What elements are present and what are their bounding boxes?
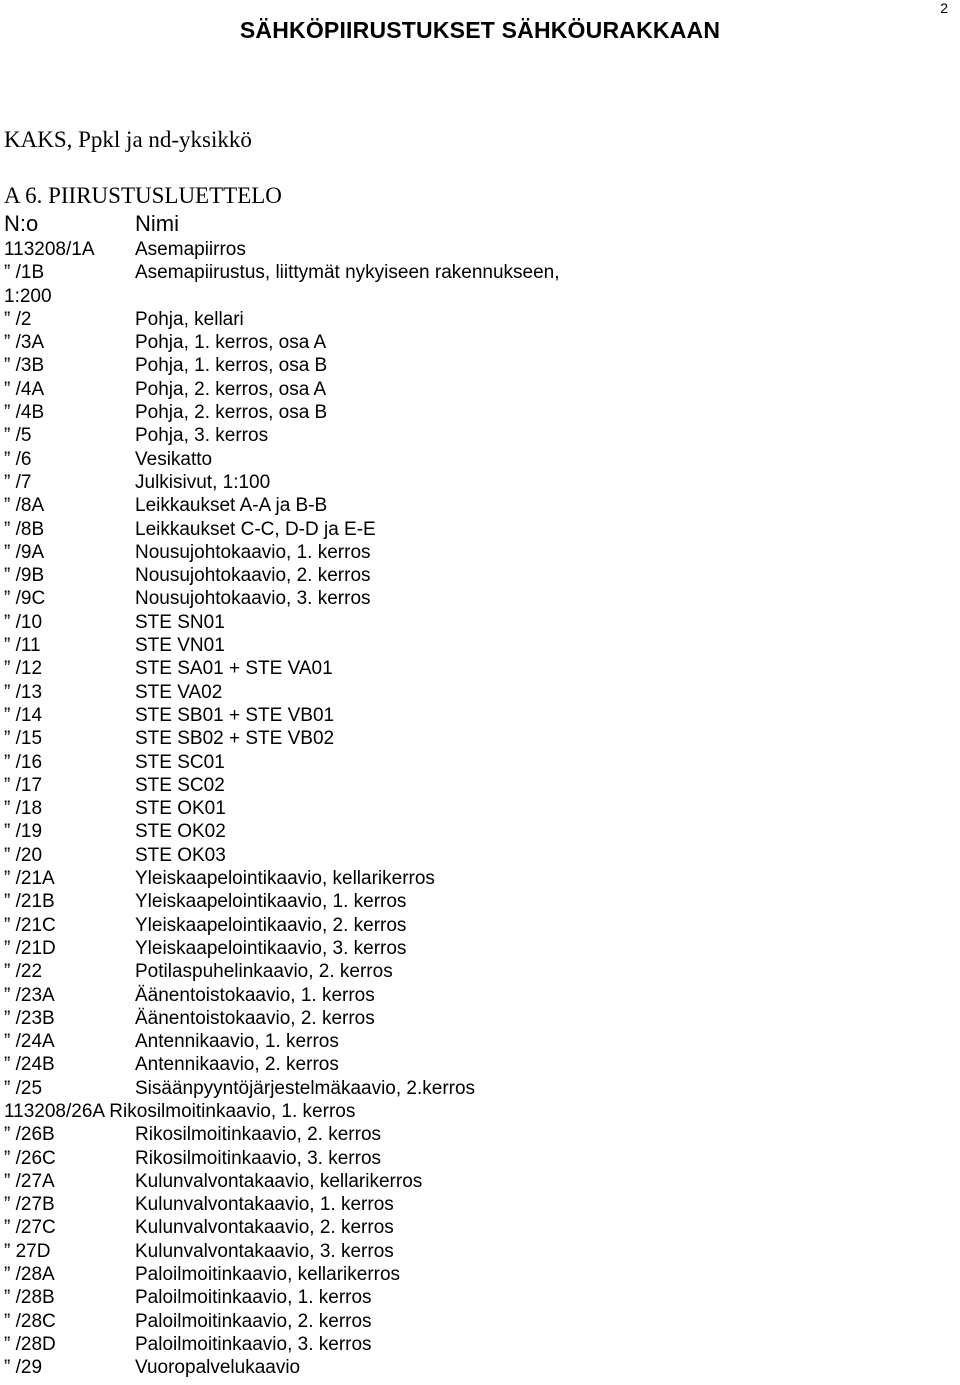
list-item [0, 331, 960, 354]
list-item-text: 1:200 [4, 285, 52, 307]
list-item [0, 611, 960, 634]
list-item [0, 704, 960, 727]
list-item [0, 1123, 960, 1146]
drawing-name: Julkisivut, 1:100 [135, 471, 271, 493]
drawing-name: STE OK01 [135, 798, 226, 820]
drawing-number: ” /12 [4, 658, 43, 680]
drawing-name: Pohja, 2. kerros, osa A [135, 378, 327, 400]
list-item [0, 1030, 960, 1053]
drawing-name: STE VA02 [135, 681, 223, 703]
drawing-name: Pohja, 2. kerros, osa B [135, 402, 328, 424]
drawing-number: ” /28B [4, 1287, 55, 1309]
list-item [0, 1263, 960, 1286]
drawing-number: ” /8A [4, 495, 45, 517]
drawing-number: ” /9A [4, 541, 45, 563]
drawing-name: STE SC01 [135, 751, 225, 773]
list-item [0, 238, 960, 261]
list-item [0, 354, 960, 377]
drawing-name: Antennikaavio, 2. kerros [135, 1054, 339, 1076]
drawing-number: ” /21B [4, 891, 55, 913]
drawing-number: ” /22 [4, 961, 43, 983]
drawing-name: STE OK03 [135, 844, 226, 866]
list-item [0, 378, 960, 401]
drawing-number: ” /19 [4, 821, 43, 843]
drawing-number: ” /26B [4, 1124, 55, 1146]
drawing-name: Asemapiirros [135, 239, 246, 260]
drawing-number: ” 27D [4, 1240, 51, 1262]
drawing-name: STE SA01 + STE VA01 [135, 658, 333, 680]
drawing-name: Vuoropalvelukaavio [135, 1357, 301, 1379]
list-item [0, 587, 960, 610]
list-item [0, 1216, 960, 1239]
drawing-name: Nousujohtokaavio, 1. kerros [135, 541, 371, 563]
list-item [0, 937, 960, 960]
drawing-number: ” /18 [4, 798, 43, 820]
drawing-number: ” /27A [4, 1170, 55, 1192]
list-item [0, 657, 960, 680]
drawing-number: ” /29 [4, 1357, 43, 1379]
list-item [0, 1077, 960, 1100]
drawing-number: ” /21D [4, 937, 56, 959]
drawing-number: ” /26C [4, 1147, 56, 1169]
drawing-name: Kulunvalvontakaavio, 3. kerros [135, 1240, 394, 1262]
list-item-text: 113208/26A Rikosilmoitinkaavio, 1. kerros [4, 1100, 356, 1122]
list-item [0, 1333, 960, 1356]
list-item [0, 1193, 960, 1216]
list-item [0, 1100, 960, 1123]
drawing-number: ” /4A [4, 378, 45, 400]
drawing-number: ” /15 [4, 728, 43, 750]
drawing-name: STE SB02 + STE VB02 [135, 728, 335, 750]
drawing-name: Sisäänpyyntöjärjestelmäkaavio, 2.kerros [135, 1077, 476, 1099]
drawing-number: ” /5 [4, 425, 32, 447]
list-item [0, 914, 960, 937]
drawing-number: ” /21C [4, 914, 56, 936]
drawing-number: ” /4B [4, 402, 45, 424]
drawing-name: Paloilmoitinkaavio, kellarikerros [135, 1264, 401, 1286]
drawing-number: ” /24A [4, 1031, 55, 1053]
drawing-name: STE OK02 [135, 821, 226, 843]
list-item [0, 518, 960, 541]
drawing-number: ” /2 [4, 308, 32, 330]
list-item [0, 727, 960, 750]
drawing-name: Leikkaukset C-C, D-D ja E-E [135, 518, 376, 540]
drawing-name: Yleiskaapelointikaavio, 3. kerros [135, 937, 407, 959]
drawing-name: Pohja, 1. kerros, osa A [135, 332, 327, 354]
list-item [0, 448, 960, 471]
list-item [0, 541, 960, 564]
page-title: SÄHKÖPIIRUSTUKSET SÄHKÖURAKKAAN [239, 17, 721, 43]
list-item [0, 285, 960, 308]
list-item [0, 1147, 960, 1170]
column-header-number: N:o [4, 211, 39, 236]
drawing-number: ” /1B [4, 262, 45, 284]
drawing-number: ” /28D [4, 1333, 56, 1355]
drawing-name: STE VN01 [135, 635, 225, 657]
section-title: A 6. PIIRUSTUSLUETTELO [4, 183, 282, 208]
list-item [0, 494, 960, 517]
drawing-name: Leikkaukset A-A ja B-B [135, 495, 328, 517]
list-item [0, 774, 960, 797]
list-item [0, 308, 960, 331]
drawing-number: ” /16 [4, 751, 43, 773]
drawing-number: ” /23A [4, 984, 55, 1006]
drawing-number: ” /17 [4, 774, 43, 796]
drawing-number: ” /28C [4, 1310, 56, 1332]
list-item [0, 867, 960, 890]
list-item [0, 564, 960, 587]
drawing-name: STE SN01 [135, 611, 225, 633]
list-item [0, 1170, 960, 1193]
drawing-name: Yleiskaapelointikaavio, 1. kerros [135, 891, 407, 913]
list-item [0, 960, 960, 983]
column-header-name: Nimi [135, 211, 179, 236]
drawing-list [0, 238, 960, 1380]
drawing-name: Nousujohtokaavio, 2. kerros [135, 565, 371, 587]
drawing-name: Antennikaavio, 1. kerros [135, 1031, 339, 1053]
drawing-number: ” /9C [4, 588, 46, 610]
list-item [0, 1053, 960, 1076]
list-item [0, 634, 960, 657]
page-number: 2 [940, 0, 948, 16]
drawing-number: ” /27B [4, 1194, 55, 1216]
drawing-number: ” /27C [4, 1217, 56, 1239]
drawing-number: ” /24B [4, 1054, 55, 1076]
drawing-name: Kulunvalvontakaavio, kellarikerros [135, 1170, 423, 1192]
list-item [0, 984, 960, 1007]
drawing-name: Pohja, 3. kerros [135, 425, 269, 447]
drawing-name: STE SB01 + STE VB01 [135, 704, 335, 726]
list-item [0, 820, 960, 843]
drawing-name: Kulunvalvontakaavio, 2. kerros [135, 1217, 394, 1239]
drawing-name: Yleiskaapelointikaavio, kellarikerros [135, 868, 435, 890]
list-item [0, 1240, 960, 1263]
drawing-name: Rikosilmoitinkaavio, 3. kerros [135, 1147, 382, 1169]
list-item [0, 1310, 960, 1333]
drawing-number: ” /11 [4, 635, 41, 657]
drawing-name: Pohja, kellari [135, 308, 244, 330]
list-item [0, 471, 960, 494]
drawing-number: ” /14 [4, 704, 43, 726]
drawing-name: Äänentoistokaavio, 1. kerros [135, 984, 375, 1006]
drawing-number: ” /20 [4, 844, 43, 866]
drawing-name: Äänentoistokaavio, 2. kerros [135, 1007, 375, 1029]
drawing-name: Rikosilmoitinkaavio, 2. kerros [135, 1124, 382, 1146]
drawing-number: ” /23B [4, 1007, 55, 1029]
drawing-name: Paloilmoitinkaavio, 2. kerros [135, 1310, 372, 1332]
drawing-number: ” /3B [4, 355, 45, 377]
drawing-number: ” /9B [4, 565, 45, 587]
drawing-number: ” /7 [4, 471, 32, 493]
list-item [0, 890, 960, 913]
list-item [0, 797, 960, 820]
drawing-name: Pohja, 1. kerros, osa B [135, 355, 328, 377]
drawing-number: ” /6 [4, 448, 32, 470]
drawing-name: Yleiskaapelointikaavio, 2. kerros [135, 914, 407, 936]
drawing-name: Potilaspuhelinkaavio, 2. kerros [135, 961, 393, 983]
drawing-name: Paloilmoitinkaavio, 1. kerros [135, 1287, 372, 1309]
drawing-name: Vesikatto [135, 448, 213, 470]
drawing-number: ” /3A [4, 332, 45, 354]
list-item [0, 1356, 960, 1379]
list-item [0, 424, 960, 447]
drawing-name: Paloilmoitinkaavio, 3. kerros [135, 1333, 372, 1355]
list-item [0, 1007, 960, 1030]
list-item [0, 681, 960, 704]
list-item [0, 1286, 960, 1309]
drawing-name: Asemapiirustus, liittymät nykyiseen rakennukseen, [135, 262, 560, 284]
drawing-name: Kulunvalvontakaavio, 1. kerros [135, 1194, 394, 1216]
drawing-number: ” /13 [4, 681, 43, 703]
list-item [0, 401, 960, 424]
list-item [0, 751, 960, 774]
drawing-name: Nousujohtokaavio, 3. kerros [135, 588, 371, 610]
list-item [0, 844, 960, 867]
drawing-number: ” /8B [4, 518, 45, 540]
list-item [0, 261, 960, 284]
drawing-number: ” /10 [4, 611, 43, 633]
drawing-number: 113208/1A [4, 239, 95, 260]
drawing-number: ” /25 [4, 1077, 43, 1099]
drawing-number: ” /21A [4, 868, 55, 890]
drawing-name: STE SC02 [135, 774, 225, 796]
document-subtitle: KAKS, Ppkl ja nd-yksikkö [4, 127, 252, 152]
drawing-number: ” /28A [4, 1264, 55, 1286]
